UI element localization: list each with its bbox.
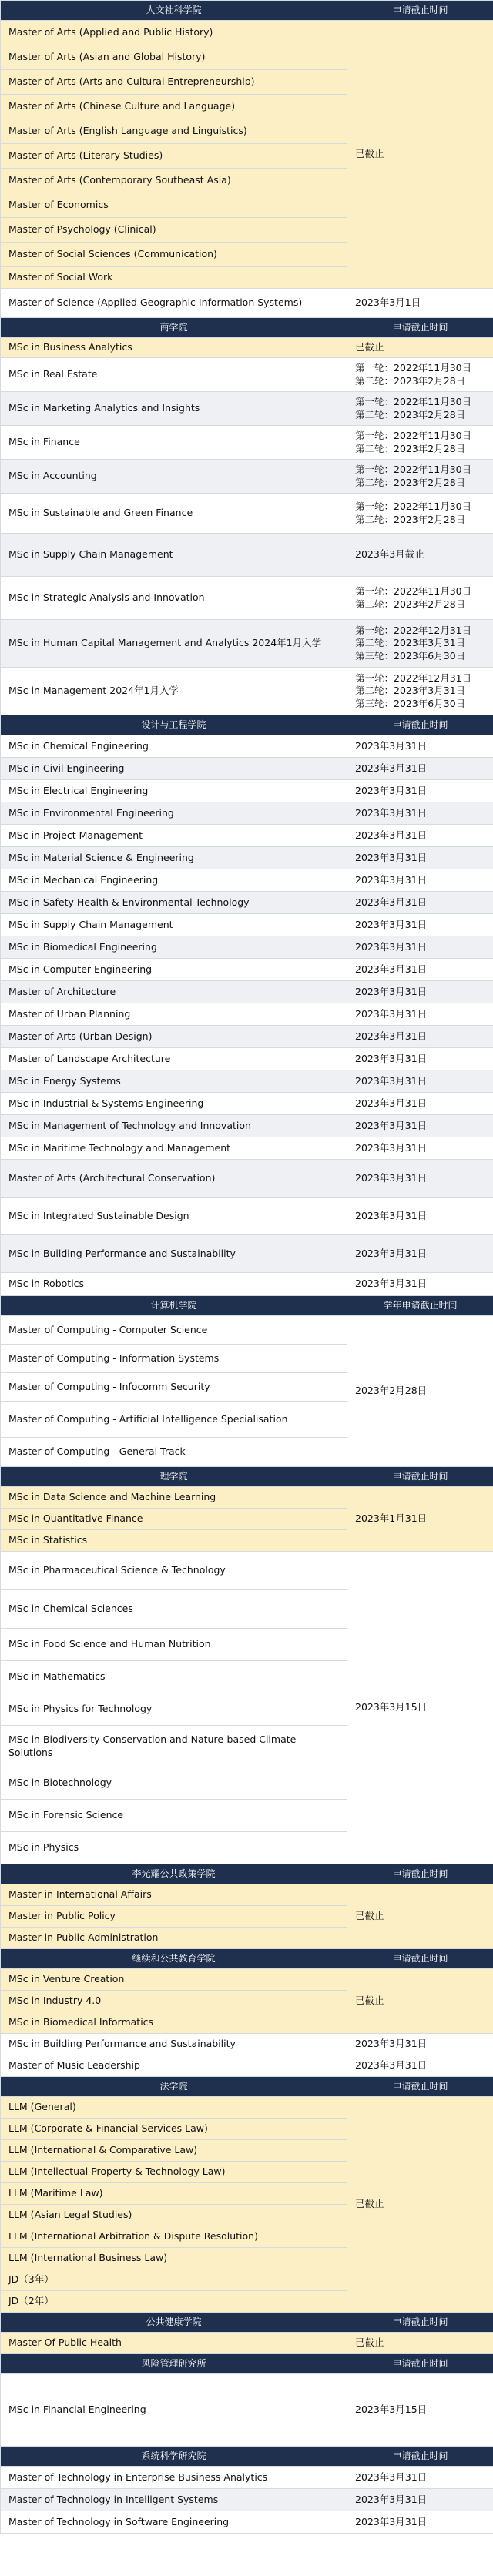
deadline-cell (347, 668, 493, 715)
deadline-cell (347, 1093, 493, 1115)
section-header (1, 1467, 493, 1487)
deadline-column-header: 学年申请截止时间 (347, 1296, 493, 1316)
deadline-column-header: 申请截止时间 (347, 318, 493, 338)
deadline-text: 2023年3月31日 (355, 1074, 428, 1087)
program-name: Master of Technology in Intelligent Systems (1, 2489, 347, 2511)
program-name: MSc in Marketing Analytics and Insights (1, 392, 347, 426)
program-name: Master in Public Policy (1, 1906, 347, 1928)
program-name: MSc in Physics for Technology (1, 1693, 347, 1726)
table-row (1, 1198, 493, 1235)
section-header (1, 2313, 493, 2333)
deadline-text: 第二轮：2023年2月28日 (355, 513, 466, 525)
deadline-column-header: 申请截止时间 (347, 1467, 493, 1487)
table-row (1, 392, 493, 426)
deadline-text: 2023年2月28日 (355, 1385, 428, 1397)
deadline-cell (347, 1048, 493, 1070)
program-name: Master of Social Sciences (Communication) (1, 243, 347, 267)
deadline-cell (347, 2097, 493, 2313)
deadline-text: 2023年3月31日 (355, 2470, 428, 2483)
deadline-text: 已截止 (355, 2198, 384, 2210)
table-row (1, 1273, 493, 1296)
deadline-column-header: 申请截止时间 (347, 715, 493, 735)
program-name: Master in International Affairs (1, 1884, 347, 1906)
program-name: MSc in Data Science and Machine Learning (1, 1487, 347, 1509)
program-name: Master of Psychology (Clinical) (1, 218, 347, 243)
deadline-cell (347, 289, 493, 318)
table-row (1, 1070, 493, 1093)
deadline-cell (347, 2489, 493, 2511)
program-name: MSc in Accounting (1, 460, 347, 494)
section-header (1, 1949, 493, 1969)
table-row (1, 847, 493, 869)
table-row (1, 1003, 493, 1026)
deadline-text: 2023年3月31日 (355, 829, 428, 841)
table-row (1, 1316, 493, 1345)
table-row (1, 1552, 493, 1590)
program-name: Master of Arts (Contemporary Southeast Asia) (1, 169, 347, 193)
deadline-cell (347, 1160, 493, 1198)
deadline-text: 2023年3月31日 (355, 2059, 428, 2072)
deadline-cell (347, 1273, 493, 1296)
table-row (1, 825, 493, 847)
table-row (1, 959, 493, 981)
program-name: Master of Computing - Information Systems (1, 1345, 347, 1373)
deadline-text: 2023年3月31日 (355, 1247, 428, 1259)
table-row (1, 2511, 493, 2534)
deadline-text: 2023年3月31日 (355, 1171, 428, 1184)
deadline-cell (347, 825, 493, 847)
deadline-cell (347, 914, 493, 936)
deadline-cell (347, 847, 493, 869)
program-name: MSc in Supply Chain Management (1, 914, 347, 936)
deadline-text: 2023年3月31日 (355, 918, 428, 930)
program-name: MSc in Safety Health & Environmental Technology (1, 892, 347, 914)
deadline-text: 第三轮：2023年6月30日 (355, 649, 466, 662)
program-name: Master of Arts (Architectural Conservation) (1, 1160, 347, 1198)
program-name: Master of Arts (English Language and Linguistics) (1, 119, 347, 144)
program-name: MSc in Environmental Engineering (1, 802, 347, 825)
table-row (1, 577, 493, 620)
deadline-column-header: 申请截止时间 (347, 2447, 493, 2467)
table-row (1, 1048, 493, 1070)
deadline-text: 2023年3月31日 (355, 1030, 428, 1042)
deadline-text: 第二轮：2023年3月31日 (355, 637, 466, 649)
program-name: Master of Computing - Artificial Intelligence Specialisation (1, 1402, 347, 1438)
table-row (1, 2489, 493, 2511)
table-row (1, 1137, 493, 1160)
program-name: JD（3年） (1, 2269, 347, 2291)
table-row (1, 2374, 493, 2447)
table-row (1, 914, 493, 936)
deadline-text: 2023年3月31日 (355, 1007, 428, 1020)
deadline-cell (347, 392, 493, 426)
section-name: 风险管理研究所 (1, 2354, 347, 2374)
program-name: Master of Arts (Literary Studies) (1, 144, 347, 169)
program-name: Master of Arts (Applied and Public History) (1, 21, 347, 45)
program-name: Master of Arts (Chinese Culture and Language) (1, 95, 347, 119)
program-name: LLM (Corporate & Financial Services Law) (1, 2119, 347, 2140)
deadline-cell (347, 780, 493, 802)
deadline-cell (347, 2333, 493, 2354)
program-name: MSc in Statistics (1, 1530, 347, 1552)
program-name: JD（2年） (1, 2291, 347, 2313)
deadline-text: 已截止 (355, 1995, 384, 2007)
section-name: 计算机学院 (1, 1296, 347, 1316)
deadline-text: 第二轮：2023年3月31日 (355, 685, 466, 697)
program-name: Master of Architecture (1, 981, 347, 1003)
deadline-text: 第一轮：2022年11月30日 (355, 464, 472, 476)
program-name: MSc in Maritime Technology and Management (1, 1137, 347, 1160)
deadline-column-header: 申请截止时间 (347, 2313, 493, 2333)
deadline-cell (347, 2511, 493, 2534)
deadline-text: 2023年3月31日 (355, 762, 428, 774)
program-name: Master Of Public Health (1, 2333, 347, 2354)
deadline-text: 第二轮：2023年2月28日 (355, 598, 466, 610)
deadline-text: 第一轮：2022年11月30日 (355, 430, 472, 442)
table-row (1, 620, 493, 668)
deadline-cell (347, 2034, 493, 2055)
deadline-cell (347, 426, 493, 460)
deadline-text: 2023年3月31日 (355, 1097, 428, 1109)
deadline-cell (347, 936, 493, 959)
deadline-text: 2023年3月31日 (355, 2493, 428, 2505)
deadline-text: 2023年3月31日 (355, 784, 428, 796)
program-name: LLM (International Arbitration & Dispute Resolution) (1, 2226, 347, 2248)
table-row (1, 758, 493, 780)
table-row (1, 1115, 493, 1137)
deadline-text: 2023年3月31日 (355, 1278, 428, 1290)
section-header (1, 1864, 493, 1884)
program-name: MSc in Finance (1, 426, 347, 460)
section-header (1, 715, 493, 735)
program-name: MSc in Electrical Engineering (1, 780, 347, 802)
table-row (1, 358, 493, 392)
program-name: MSc in Mathematics (1, 1661, 347, 1693)
program-name: Master of Technology in Enterprise Business Analytics (1, 2467, 347, 2489)
table-row (1, 494, 493, 534)
deadline-cell (347, 494, 493, 534)
program-name: MSc in Energy Systems (1, 1070, 347, 1093)
program-name: MSc in Building Performance and Sustainability (1, 2034, 347, 2055)
table-row (1, 426, 493, 460)
deadline-text: 2023年3月31日 (355, 806, 428, 819)
deadline-cell (347, 959, 493, 981)
table-row (1, 780, 493, 802)
deadline-column-header: 申请截止时间 (347, 2077, 493, 2097)
deadline-text: 2023年3月31日 (355, 896, 428, 908)
section-name: 商学院 (1, 318, 347, 338)
deadline-cell (347, 758, 493, 780)
deadline-cell (347, 1003, 493, 1026)
deadline-cell (347, 869, 493, 892)
program-name: MSc in Sustainable and Green Finance (1, 494, 347, 534)
table-row (1, 1884, 493, 1906)
deadline-text: 第一轮：2022年12月31日 (355, 625, 472, 637)
deadline-cell (347, 1487, 493, 1552)
program-name: MSc in Management of Technology and Innovation (1, 1115, 347, 1137)
deadline-text: 第一轮：2022年11月30日 (355, 362, 472, 374)
deadline-cell (347, 1552, 493, 1864)
program-name: MSc in Biodiversity Conservation and Nature-based Climate Solutions (1, 1726, 347, 1767)
deadline-cell (347, 1969, 493, 2034)
program-name: MSc in Management 2024年1月入学 (1, 668, 347, 715)
table-row (1, 668, 493, 715)
section-header (1, 2077, 493, 2097)
deadline-text: 第三轮：2023年6月30日 (355, 697, 466, 709)
program-name: MSc in Robotics (1, 1273, 347, 1296)
table-row (1, 981, 493, 1003)
table-row (1, 1093, 493, 1115)
deadline-cell (347, 1137, 493, 1160)
deadline-cell (347, 981, 493, 1003)
deadline-text: 2023年3月1日 (355, 296, 421, 309)
program-name: Master of Technology in Software Engineering (1, 2511, 347, 2534)
deadline-cell (347, 1198, 493, 1235)
program-name: MSc in Business Analytics (1, 338, 347, 358)
deadline-text: 2023年3月31日 (355, 1141, 428, 1154)
program-name: LLM (International Business Law) (1, 2248, 347, 2269)
program-name: Master of Social Work (1, 267, 347, 289)
table-row (1, 460, 493, 494)
table-row (1, 1487, 493, 1509)
table-row (1, 1235, 493, 1273)
deadline-cell (347, 358, 493, 392)
deadline-text: 2023年3月31日 (355, 1119, 428, 1131)
program-name: Master in Public Administration (1, 1928, 347, 1949)
deadline-cell (347, 1115, 493, 1137)
deadline-column-header: 申请截止时间 (347, 1949, 493, 1969)
program-name: MSc in Biomedical Informatics (1, 2012, 347, 2034)
deadline-cell (347, 21, 493, 289)
program-name: MSc in Physics (1, 1832, 347, 1864)
table-row (1, 892, 493, 914)
program-name: Master of Arts (Arts and Cultural Entrepreneurship) (1, 70, 347, 95)
deadline-cell (347, 2055, 493, 2077)
program-name: LLM (General) (1, 2097, 347, 2119)
program-name: MSc in Human Capital Management and Analytics 2024年1月入学 (1, 620, 347, 668)
deadline-cell (347, 1070, 493, 1093)
deadline-text: 2023年3月31日 (355, 851, 428, 863)
section-name: 理学院 (1, 1467, 347, 1487)
program-name: MSc in Chemical Sciences (1, 1590, 347, 1629)
section-header (1, 1, 493, 21)
program-name: Master of Music Leadership (1, 2055, 347, 2077)
program-name: MSc in Forensic Science (1, 1800, 347, 1832)
program-name: MSc in Civil Engineering (1, 758, 347, 780)
table-row (1, 1969, 493, 1991)
program-name: MSc in Material Science & Engineering (1, 847, 347, 869)
program-name: MSc in Supply Chain Management (1, 534, 347, 577)
program-name: MSc in Food Science and Human Nutrition (1, 1629, 347, 1661)
table-row (1, 802, 493, 825)
deadline-text: 2023年3月截止 (355, 548, 424, 561)
deadline-text: 2023年3月31日 (355, 940, 428, 953)
program-name: MSc in Integrated Sustainable Design (1, 1198, 347, 1235)
section-header (1, 2447, 493, 2467)
program-name: MSc in Building Performance and Sustainability (1, 1235, 347, 1273)
table-row (1, 21, 493, 45)
deadline-text: 2023年3月15日 (355, 1701, 428, 1713)
section-name: 设计与工程学院 (1, 715, 347, 735)
deadline-text: 2023年3月31日 (355, 1052, 428, 1064)
deadline-text: 2023年3月15日 (355, 2403, 428, 2416)
program-name: LLM (Maritime Law) (1, 2183, 347, 2205)
section-header (1, 2354, 493, 2374)
deadline-cell (347, 1316, 493, 1467)
deadline-text: 2023年3月31日 (355, 2038, 428, 2050)
deadline-cell (347, 892, 493, 914)
deadline-cell (347, 1026, 493, 1048)
deadline-column-header: 申请截止时间 (347, 2354, 493, 2374)
program-name: MSc in Biotechnology (1, 1767, 347, 1800)
deadline-column-header: 申请截止时间 (347, 1, 493, 21)
table-row (1, 2034, 493, 2055)
table-row (1, 2333, 493, 2354)
section-name: 法学院 (1, 2077, 347, 2097)
program-name: Master of Arts (Asian and Global History) (1, 45, 347, 70)
deadline-cell (347, 1884, 493, 1949)
deadline-text: 第一轮：2022年11月30日 (355, 396, 472, 408)
deadline-text: 2023年3月31日 (355, 1209, 428, 1221)
deadline-cell (347, 460, 493, 494)
program-name: Master of Computing - General Track (1, 1438, 347, 1467)
program-name: Master of Computing - Infocomm Security (1, 1373, 347, 1402)
deadline-cell (347, 338, 493, 358)
deadline-text: 第二轮：2023年2月28日 (355, 476, 466, 488)
table-row (1, 735, 493, 758)
table-row (1, 869, 493, 892)
table-row (1, 534, 493, 577)
deadline-text: 已截止 (355, 341, 384, 353)
section-name: 继续和公共教育学院 (1, 1949, 347, 1969)
section-name: 系统科学研究院 (1, 2447, 347, 2467)
program-name: MSc in Project Management (1, 825, 347, 847)
table-row (1, 1160, 493, 1198)
deadline-cell (347, 735, 493, 758)
table-row (1, 289, 493, 318)
deadline-text: 2023年1月31日 (355, 1512, 428, 1525)
table-row (1, 2097, 493, 2119)
program-name: MSc in Computer Engineering (1, 959, 347, 981)
deadline-text: 已截止 (355, 148, 384, 160)
program-name: Master of Arts (Urban Design) (1, 1026, 347, 1048)
program-name: Master of Science (Applied Geographic Information Systems) (1, 289, 347, 318)
program-name: MSc in Industry 4.0 (1, 1991, 347, 2012)
program-name: LLM (Intellectual Property & Technology Law) (1, 2162, 347, 2183)
deadline-text: 第二轮：2023年2月28日 (355, 442, 466, 454)
program-name: MSc in Industrial & Systems Engineering (1, 1093, 347, 1115)
deadline-text: 第二轮：2023年2月28日 (355, 408, 466, 420)
section-name: 李光耀公共政策学院 (1, 1864, 347, 1884)
deadline-text: 2023年3月31日 (355, 963, 428, 975)
deadline-text: 已截止 (355, 1910, 384, 1922)
table-row (1, 338, 493, 358)
table-row (1, 2055, 493, 2077)
program-name: Master of Computing - Computer Science (1, 1316, 347, 1345)
program-name: MSc in Mechanical Engineering (1, 869, 347, 892)
program-name: Master of Landscape Architecture (1, 1048, 347, 1070)
table-row (1, 2467, 493, 2489)
program-name: LLM (International & Comparative Law) (1, 2140, 347, 2162)
deadline-text: 2023年3月31日 (355, 739, 428, 752)
program-name: MSc in Pharmaceutical Science & Technology (1, 1552, 347, 1590)
deadline-text: 第一轮：2022年11月30日 (355, 501, 472, 513)
section-header (1, 1296, 493, 1316)
deadline-cell (347, 620, 493, 668)
program-name: MSc in Quantitative Finance (1, 1509, 347, 1530)
program-name: MSc in Chemical Engineering (1, 735, 347, 758)
section-header (1, 318, 493, 338)
program-name: MSc in Venture Creation (1, 1969, 347, 1991)
program-name: MSc in Strategic Analysis and Innovation (1, 577, 347, 620)
deadline-text: 2023年3月31日 (355, 985, 428, 997)
table-row (1, 1026, 493, 1048)
deadline-text: 第一轮：2022年11月30日 (355, 585, 472, 598)
deadline-column-header: 申请截止时间 (347, 1864, 493, 1884)
deadline-cell (347, 2374, 493, 2447)
program-name: MSc in Real Estate (1, 358, 347, 392)
section-name: 人文社科学院 (1, 1, 347, 21)
deadline-cell (347, 802, 493, 825)
deadline-cell (347, 534, 493, 577)
deadline-cell (347, 1235, 493, 1273)
deadline-cell (347, 2467, 493, 2489)
deadline-cell (347, 577, 493, 620)
deadline-text: 第二轮：2023年2月28日 (355, 374, 466, 387)
program-name: MSc in Biomedical Engineering (1, 936, 347, 959)
program-name: LLM (Asian Legal Studies) (1, 2205, 347, 2226)
deadline-text: 第一轮：2022年12月31日 (355, 672, 472, 685)
section-name: 公共健康学院 (1, 2313, 347, 2333)
deadline-text: 已截止 (355, 2336, 384, 2349)
table-row (1, 936, 493, 959)
deadline-text: 2023年3月31日 (355, 2515, 428, 2527)
program-name: Master of Urban Planning (1, 1003, 347, 1026)
program-name: MSc in Financial Engineering (1, 2374, 347, 2447)
program-name: Master of Economics (1, 193, 347, 218)
deadline-text: 2023年3月31日 (355, 873, 428, 886)
